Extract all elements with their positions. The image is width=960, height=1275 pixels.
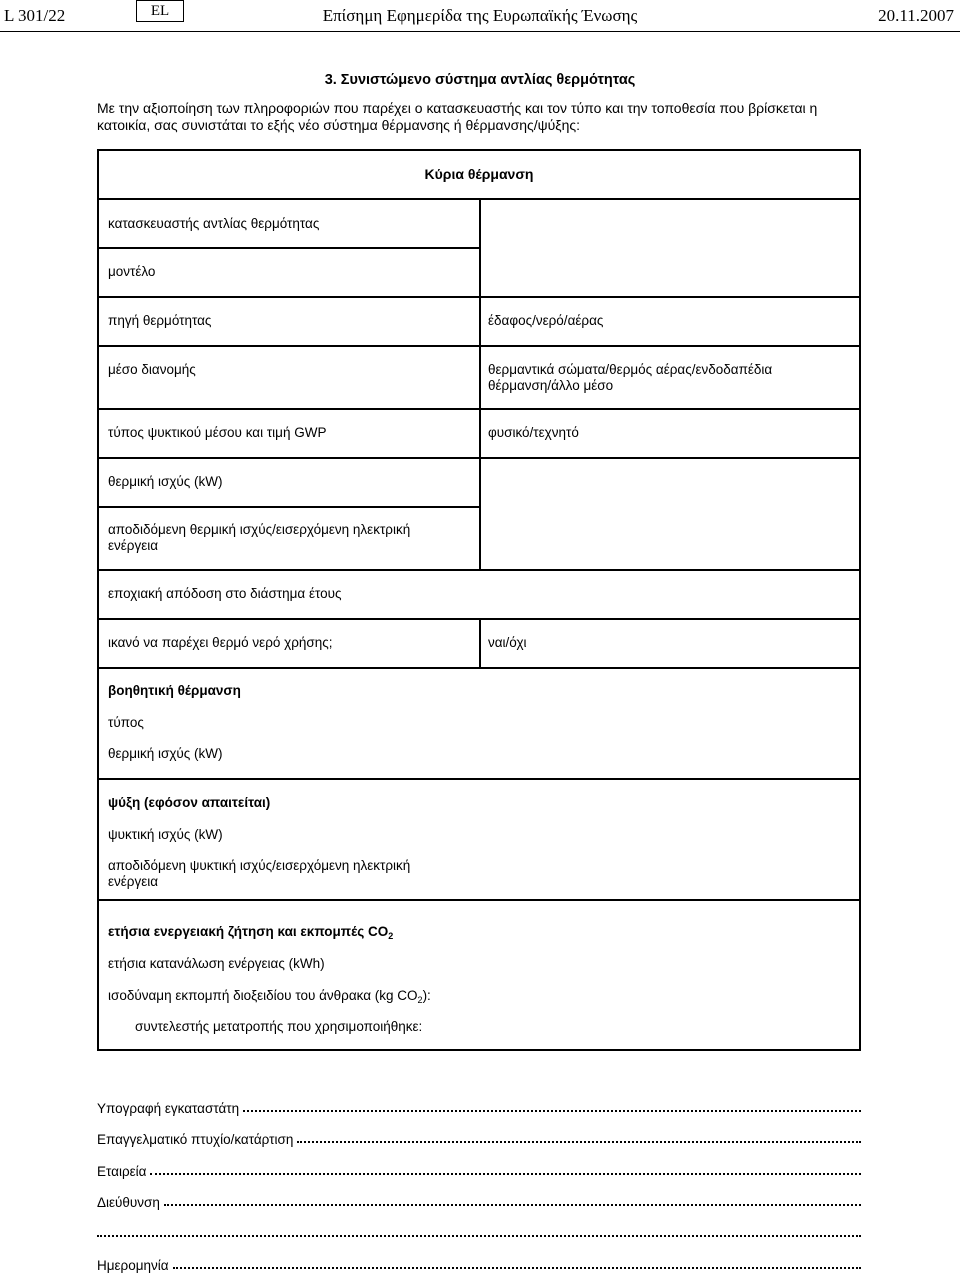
column-divider [479, 457, 481, 569]
section-title: 3. Συνιστώμενο σύστημα αντλίας θερμότητας [324, 72, 636, 88]
cooling-heading: ψύξη (εφόσον απαιτείται) [108, 795, 271, 810]
heat-source-label: πηγή θερμότητας [108, 313, 212, 328]
address-line-2 [97, 1223, 861, 1241]
company-line: Εταιρεία [97, 1161, 861, 1179]
refrigerant-label: τύπος ψυκτικού μέσου και τιμή GWP [108, 425, 327, 440]
manufacturer-label: κατασκευαστής αντλίας θερμότητας [108, 216, 320, 231]
emission-label: ισοδύναμη εκπομπή διοξειδίου του άνθρακα (kg $CO_2$): [108, 988, 431, 1005]
date-line: Ημερομηνία [97, 1255, 861, 1273]
installer-signature-line: Υπογραφή εγκαταστάτη [97, 1098, 861, 1116]
row-divider [99, 247, 480, 249]
column-divider [479, 198, 481, 296]
distribution-value: θερμαντικά σώματα/θερμός αέρας/ενδοδαπέδια θέρμανση/άλλο μέσο [488, 362, 773, 393]
journal-title: Επίσημη Εφημερίδα της Ευρωπαϊκής Ένωσης [322, 6, 638, 25]
annual-consumption-label: ετήσια κατανάλωση ενέργειας (kWh) [108, 956, 325, 971]
column-divider [479, 618, 481, 667]
cooling-ratio-label: αποδιδόμενη ψυκτική ισχύς/εισερχόμενη ηλεκτρική ενέργεια [108, 858, 411, 889]
row-divider [99, 778, 859, 780]
language-badge: EL [136, 0, 184, 22]
header-rule [0, 31, 960, 32]
row-divider [99, 899, 859, 901]
hot-water-value: ναι/όχι [488, 635, 527, 650]
section-intro: Με την αξιοποίηση των πληροφοριών που παρέχει ο κατασκευαστής και τον τύπο και την τοποθεσία που βρίσκεται η κατοικία, σας συνιστάται το εξής νέο σύστημα θέρμανσης ή θέρμανσης/ψύξης: [97, 100, 818, 133]
publication-date: 20.11.2007 [878, 6, 954, 25]
auxiliary-heading: βοηθητική θέρμανση [108, 683, 241, 698]
certificate-line: Επαγγελματικό πτυχίο/κατάρτιση [97, 1129, 861, 1147]
oj-reference: L 301/22 [4, 6, 66, 25]
column-divider [479, 345, 481, 457]
seasonal-efficiency-label: εποχιακή απόδοση στο διάστημα έτους [108, 586, 342, 601]
model-label: μοντέλο [108, 264, 156, 279]
main-heating-heading: Κύρια θέρμανση [424, 166, 534, 182]
page-header [0, 0, 960, 32]
hot-water-label: ικανό να παρέχει θερμό νερό χρήσης; [108, 635, 333, 650]
annual-heading: ετήσια ενεργειακή ζήτηση και εκπομπές $CO_2$ [108, 924, 394, 941]
auxiliary-type-label: τύπος [108, 715, 144, 730]
row-divider [99, 506, 480, 508]
row-divider [99, 569, 859, 571]
auxiliary-power-label: θερμική ισχύς (kW) [108, 746, 223, 761]
refrigerant-value: φυσικό/τεχνητό [488, 425, 579, 440]
conversion-factor-label: συντελεστής μετατροπής που χρησιμοποιήθηκε: [135, 1019, 423, 1034]
thermal-power-label: θερμική ισχύς (kW) [108, 474, 223, 489]
address-line: Διεύθυνση [97, 1192, 861, 1210]
distribution-label: μέσο διανομής [108, 362, 196, 377]
heat-pump-form [97, 149, 861, 1051]
cooling-power-label: ψυκτική ισχύς (kW) [108, 827, 223, 842]
cop-label: αποδιδόμενη θερμική ισχύς/εισερχόμενη ηλεκτρική ενέργεια [108, 522, 411, 553]
heat-source-value: έδαφος/νερό/αέρας [488, 313, 604, 328]
row-divider [99, 667, 859, 669]
